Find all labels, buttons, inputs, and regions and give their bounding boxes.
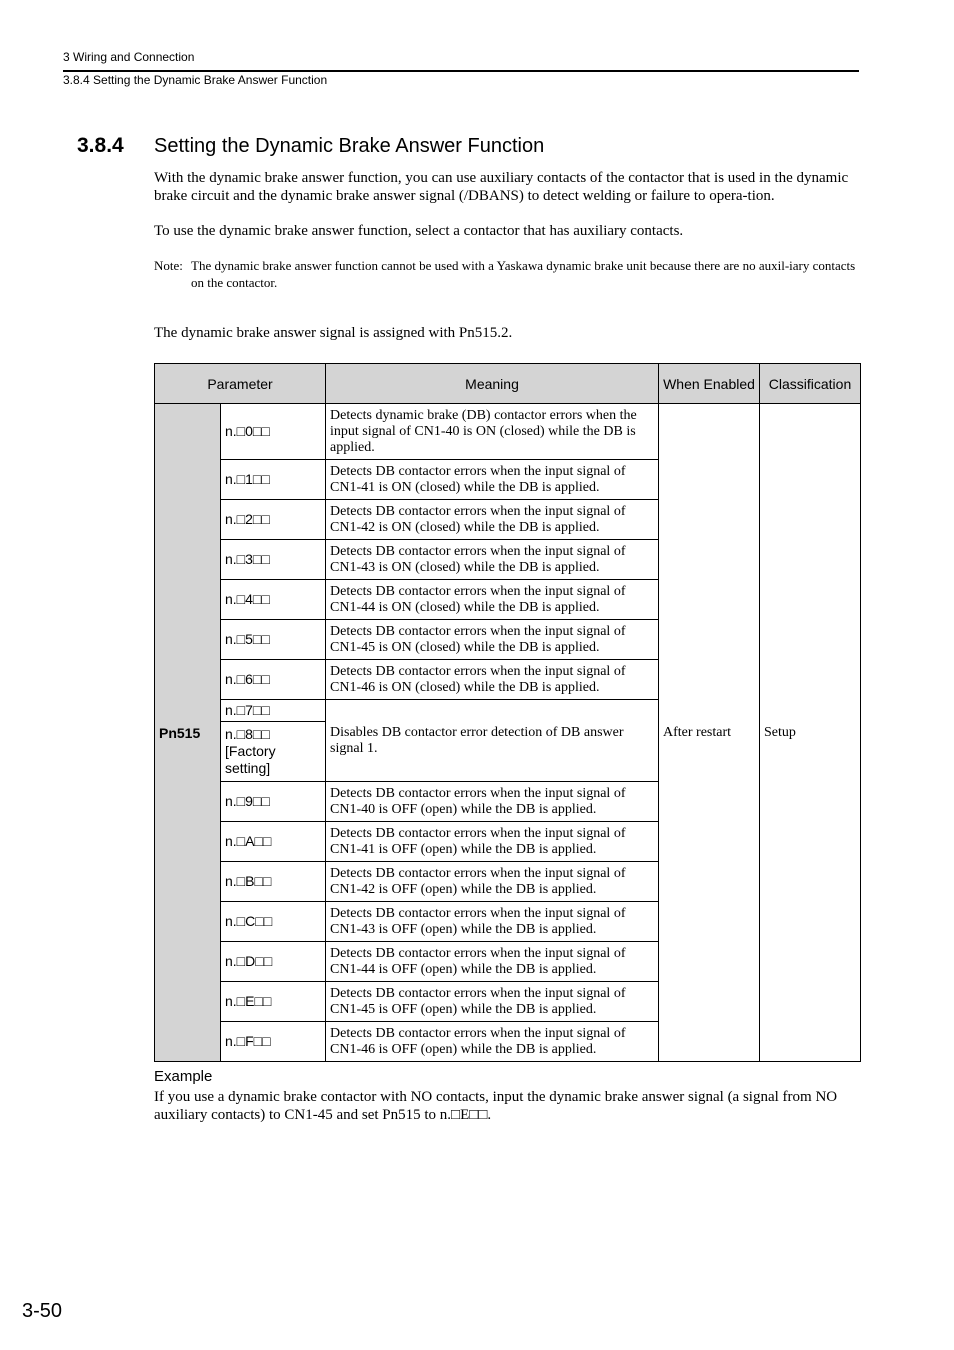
header-meaning: Meaning [326, 364, 659, 404]
setting-code: n.□C□□ [221, 902, 326, 942]
setting-meaning: Detects DB contactor errors when the input signal of CN1-45 is OFF (open) while the DB is applied. [326, 982, 659, 1022]
parameter-table [154, 363, 861, 1062]
setting-meaning: Detects DB contactor errors when the input signal of CN1-44 is OFF (open) while the DB is applied. [326, 942, 659, 982]
header-when-enabled: When Enabled [659, 364, 760, 404]
classification-value: Setup [760, 404, 861, 1062]
setting-code: n.□3□□ [221, 540, 326, 580]
header-parameter: Parameter [155, 364, 326, 404]
setting-code: n.□A□□ [221, 822, 326, 862]
setting-meaning: Detects DB contactor errors when the input signal of CN1-43 is OFF (open) while the DB is applied. [326, 902, 659, 942]
setting-meaning: Detects DB contactor errors when the input signal of CN1-40 is OFF (open) while the DB is applied. [326, 782, 659, 822]
setting-code: n.□E□□ [221, 982, 326, 1022]
section-number: 3.8.4 [77, 134, 124, 157]
example-text: If you use a dynamic brake contactor with NO contacts, input the dynamic brake answer signal (a signal from NO auxiliary contacts) to CN1-45 and set Pn515 to n.□E□□. [154, 1089, 838, 1123]
setting-code: n.□6□□ [221, 660, 326, 700]
setting-meaning: Detects DB contactor errors when the input signal of CN1-44 is ON (closed) while the DB is applied. [326, 580, 659, 620]
setting-code: n.□2□□ [221, 500, 326, 540]
setting-meaning: Detects DB contactor errors when the input signal of CN1-43 is ON (closed) while the DB is applied. [326, 540, 659, 580]
setting-meaning: Detects DB contactor errors when the input signal of CN1-42 is ON (closed) while the DB is applied. [326, 500, 659, 540]
setting-meaning: Detects DB contactor errors when the input signal of CN1-41 is ON (closed) while the DB is applied. [326, 460, 659, 500]
setting-meaning: Detects DB contactor errors when the input signal of CN1-46 is ON (closed) while the DB is applied. [326, 660, 659, 700]
setting-code: n.□5□□ [221, 620, 326, 660]
note-label: Note: [154, 258, 183, 273]
setting-code: n.□B□□ [221, 862, 326, 902]
setting-code-factory [221, 722, 326, 782]
setting-code: n.□9□□ [221, 782, 326, 822]
when-enabled-value: After restart [659, 404, 760, 1062]
contactor-paragraph: To use the dynamic brake answer function, select a contactor that has auxiliary contacts. [154, 223, 684, 239]
example-label: Example [154, 1068, 213, 1085]
setting-meaning: Detects DB contactor errors when the input signal of CN1-42 is OFF (open) while the DB is applied. [326, 862, 659, 902]
setting-code: n.□8□□ [225, 726, 270, 742]
setting-code: n.□4□□ [221, 580, 326, 620]
setting-meaning: Detects dynamic brake (DB) contactor errors when the input signal of CN1-40 is ON (closed) while the DB is applied. [326, 404, 659, 460]
factory-setting-note: [Factory setting] [225, 743, 276, 776]
parameter-name: Pn515 [155, 404, 221, 1062]
header-classification: Classification [760, 364, 861, 404]
setting-code: n.□D□□ [221, 942, 326, 982]
running-header-chapter: 3 Wiring and Connection [63, 50, 195, 64]
setting-code: n.□1□□ [221, 460, 326, 500]
section-title: Setting the Dynamic Brake Answer Function [154, 135, 545, 157]
setting-meaning: Detects DB contactor errors when the input signal of CN1-41 is OFF (open) while the DB is applied. [326, 822, 659, 862]
setting-code: n.□0□□ [221, 404, 326, 460]
intro-paragraph: With the dynamic brake answer function, you can use auxiliary contacts of the contactor that is used in the dynamic brake circuit and the dynamic brake answer signal (/DBANS) to detect welding or failure to opera-tion. [154, 170, 849, 204]
setting-meaning: Disables DB contactor error detection of DB answer signal 1. [326, 700, 659, 782]
table-row [155, 404, 861, 460]
setting-meaning: Detects DB contactor errors when the input signal of CN1-46 is OFF (open) while the DB is applied. [326, 1022, 659, 1062]
assign-paragraph: The dynamic brake answer signal is assigned with Pn515.2. [154, 325, 513, 341]
setting-code: n.□7□□ [221, 700, 326, 722]
setting-code: n.□F□□ [221, 1022, 326, 1062]
note-text: The dynamic brake answer function cannot be used with a Yaskawa dynamic brake unit because there are no auxil-iary contacts on the contactor. [191, 258, 856, 290]
setting-meaning: Detects DB contactor errors when the input signal of CN1-45 is ON (closed) while the DB is applied. [326, 620, 659, 660]
header-rule [63, 70, 859, 72]
running-header-section: 3.8.4 Setting the Dynamic Brake Answer Function [63, 73, 328, 87]
page-number: 3-50 [22, 1300, 63, 1322]
